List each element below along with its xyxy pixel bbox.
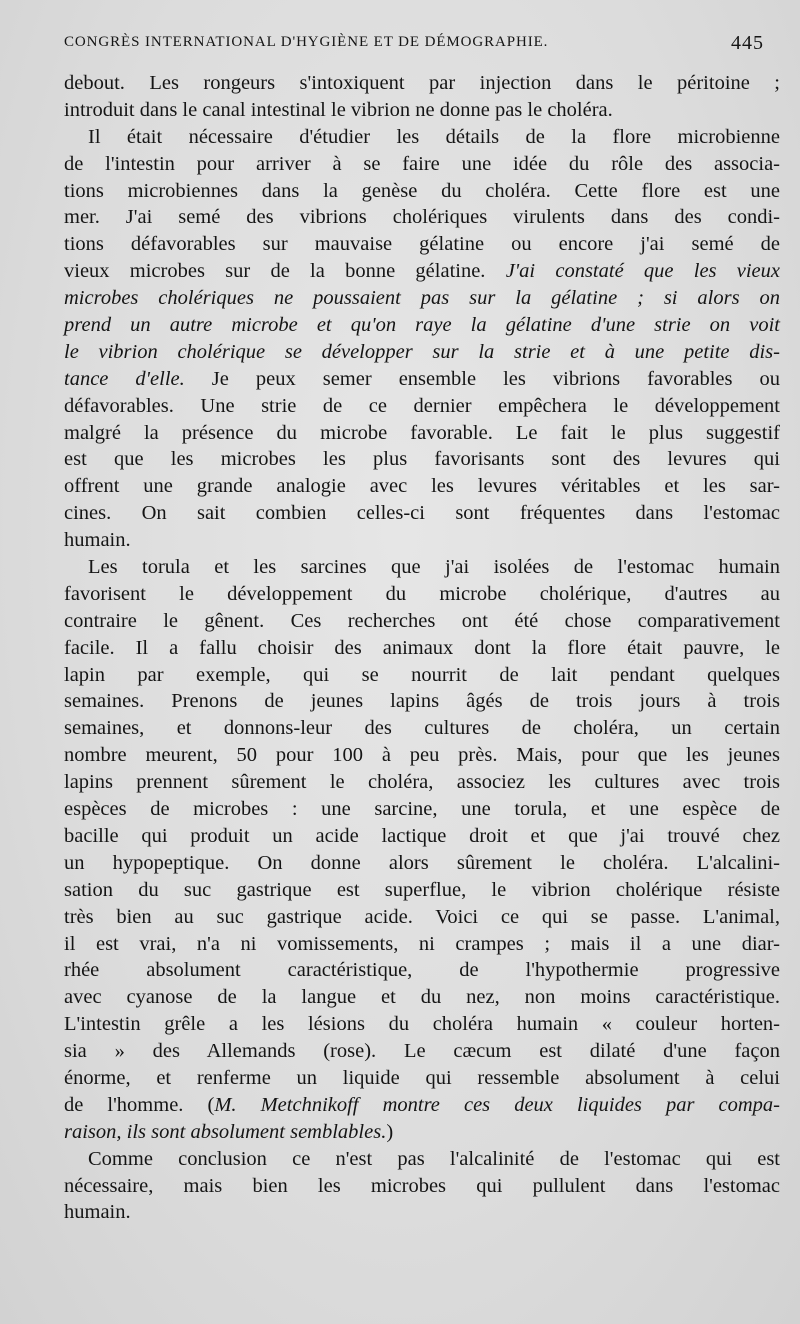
text-line [64, 527, 780, 554]
text-run: facile. Il a fallu choisir des animaux dont la flore était pauvre, le [64, 636, 780, 659]
text-run: mer. J'ai semé des vibrions cholériques virulents dans des condi- [64, 206, 780, 229]
text-line [64, 769, 780, 796]
text-line [64, 877, 780, 904]
text-run: de l'homme. ( [64, 1093, 215, 1116]
text-run: cines. On sait combien celles-ci sont fréquentes dans l'estomac [64, 502, 780, 525]
italic-text-run: microbes cholériques ne poussaient pas sur la gélatine ; si alors on [64, 287, 780, 310]
body-text [64, 70, 780, 1226]
text-run: contraire le gênent. Ces recherches ont été chose comparativement [64, 609, 780, 632]
text-line [64, 339, 780, 366]
text-run: favorisent le développement du microbe cholérique, d'autres au [64, 582, 780, 605]
text-run: humain. [64, 1201, 131, 1224]
text-line [64, 366, 780, 393]
running-title: CONGRÈS INTERNATIONAL D'HYGIÈNE ET DE DÉMOGRAPHIE. [64, 34, 549, 50]
running-header [64, 34, 764, 60]
text-run: L'intestin grêle a les lésions du choléra humain « couleur horten- [64, 1013, 780, 1036]
text-line [64, 581, 780, 608]
text-run: malgré la présence du microbe favorable. Le fait le plus suggestif [64, 421, 780, 444]
text-line [64, 473, 780, 500]
text-run: espèces de microbes : une sarcine, une torula, et une espèce de [64, 798, 780, 821]
text-line [64, 688, 780, 715]
italic-text-run: M. Metchnikoff montre ces deux liquides par compa- [214, 1093, 780, 1116]
text-run: lapins prennent sûrement le choléra, associez les cultures avec trois [64, 771, 780, 794]
text-run: nombre meurent, 50 pour 100 à peu près. Mais, pour que les jeunes [64, 744, 780, 767]
text-run: humain. [64, 529, 131, 552]
text-line [64, 151, 780, 178]
text-run: lapin par exemple, qui se nourrit de lait pendant quelques [64, 663, 780, 686]
text-line [64, 1119, 780, 1146]
text-line [64, 608, 780, 635]
italic-text-run: raison, ils sont absolument semblables. [64, 1120, 387, 1143]
text-line [64, 446, 780, 473]
text-run: vieux microbes sur de la bonne gélatine. [64, 260, 506, 283]
text-line [64, 1038, 780, 1065]
text-line [64, 393, 780, 420]
text-run: nécessaire, mais bien les microbes qui pullulent dans l'estomac [64, 1174, 780, 1197]
text-line [64, 715, 780, 742]
text-run: sia » des Allemands (rose). Le cæcum est dilaté d'une façon [64, 1040, 780, 1063]
text-line [64, 742, 780, 769]
text-line [64, 850, 780, 877]
page-number: 445 [731, 32, 764, 54]
text-line [64, 312, 780, 339]
text-run: semaines, et donnons-leur des cultures de choléra, un certain [64, 717, 780, 740]
text-line [64, 1199, 780, 1226]
text-line [64, 97, 780, 124]
italic-text-run: J'ai constaté que les vieux [505, 260, 781, 283]
text-line [64, 204, 780, 231]
text-run: Comme conclusion ce n'est pas l'alcalinité de l'estomac qui est [88, 1147, 780, 1170]
text-run: offrent une grande analogie avec les levures véritables et les sar- [64, 475, 780, 498]
text-line [64, 1173, 780, 1200]
text-line [64, 420, 780, 447]
text-run: très bien au suc gastrique acide. Voici ce qui se passe. L'animal, [64, 905, 780, 928]
text-run: ) [386, 1120, 394, 1143]
text-line [64, 231, 780, 258]
text-run: énorme, et renferme un liquide qui ressemble absolument à celui [64, 1066, 780, 1089]
text-run: semaines. Prenons de jeunes lapins âgés de trois jours à trois [64, 690, 780, 713]
text-line [64, 931, 780, 958]
text-run: un hypopeptique. On donne alors sûrement le choléra. L'alcalini- [64, 851, 780, 874]
text-run: Les torula et les sarcines que j'ai isolées de l'estomac humain [88, 556, 780, 579]
text-line [64, 1011, 780, 1038]
text-run: sation du suc gastrique est superflue, le vibrion cholérique résiste [64, 878, 780, 901]
text-run: tions défavorables sur mauvaise gélatine ou encore j'ai semé de [64, 233, 780, 256]
text-line [64, 904, 780, 931]
text-run: Je peux semer ensemble les vibrions favorables ou [184, 367, 780, 390]
text-line [64, 662, 780, 689]
text-line [64, 285, 780, 312]
text-run: introduit dans le canal intestinal le vibrion ne donne pas le choléra. [64, 98, 613, 121]
text-run: est que les microbes les plus favorisants sont des levures qui [64, 448, 780, 471]
text-line [64, 984, 780, 1011]
text-run: Il était nécessaire d'étudier les détails de la flore microbienne [88, 125, 780, 148]
text-line [64, 823, 780, 850]
text-line [64, 554, 780, 581]
text-run: tions microbiennes dans la genèse du choléra. Cette flore est une [64, 179, 780, 202]
text-run: rhée absolument caractéristique, de l'hypothermie progressive [64, 959, 780, 982]
text-run: avec cyanose de la langue et du nez, non moins caractéristique. [64, 986, 780, 1009]
italic-text-run: le vibrion cholérique se développer sur la strie et à une petite dis- [64, 340, 780, 363]
text-run: défavorables. Une strie de ce dernier empêchera le développement [64, 394, 780, 417]
text-line [64, 124, 780, 151]
text-line [64, 1146, 780, 1173]
text-line [64, 178, 780, 205]
text-run: de l'intestin pour arriver à se faire une idée du rôle des associa- [64, 152, 780, 175]
text-run: debout. Les rongeurs s'intoxiquent par injection dans le péritoine ; [64, 72, 780, 94]
italic-text-run: tance d'elle. [64, 367, 185, 390]
text-line [64, 635, 780, 662]
text-line [64, 1092, 780, 1119]
text-line [64, 500, 780, 527]
text-line [64, 796, 780, 823]
text-line [64, 957, 780, 984]
text-line [64, 70, 780, 97]
text-run: bacille qui produit un acide lactique droit et que j'ai trouvé chez [64, 824, 780, 847]
text-line [64, 258, 780, 285]
text-run: il est vrai, n'a ni vomissements, ni crampes ; mais il a une diar- [64, 932, 780, 955]
text-line [64, 1065, 780, 1092]
italic-text-run: prend un autre microbe et qu'on raye la gélatine d'une strie on voit [64, 314, 780, 337]
